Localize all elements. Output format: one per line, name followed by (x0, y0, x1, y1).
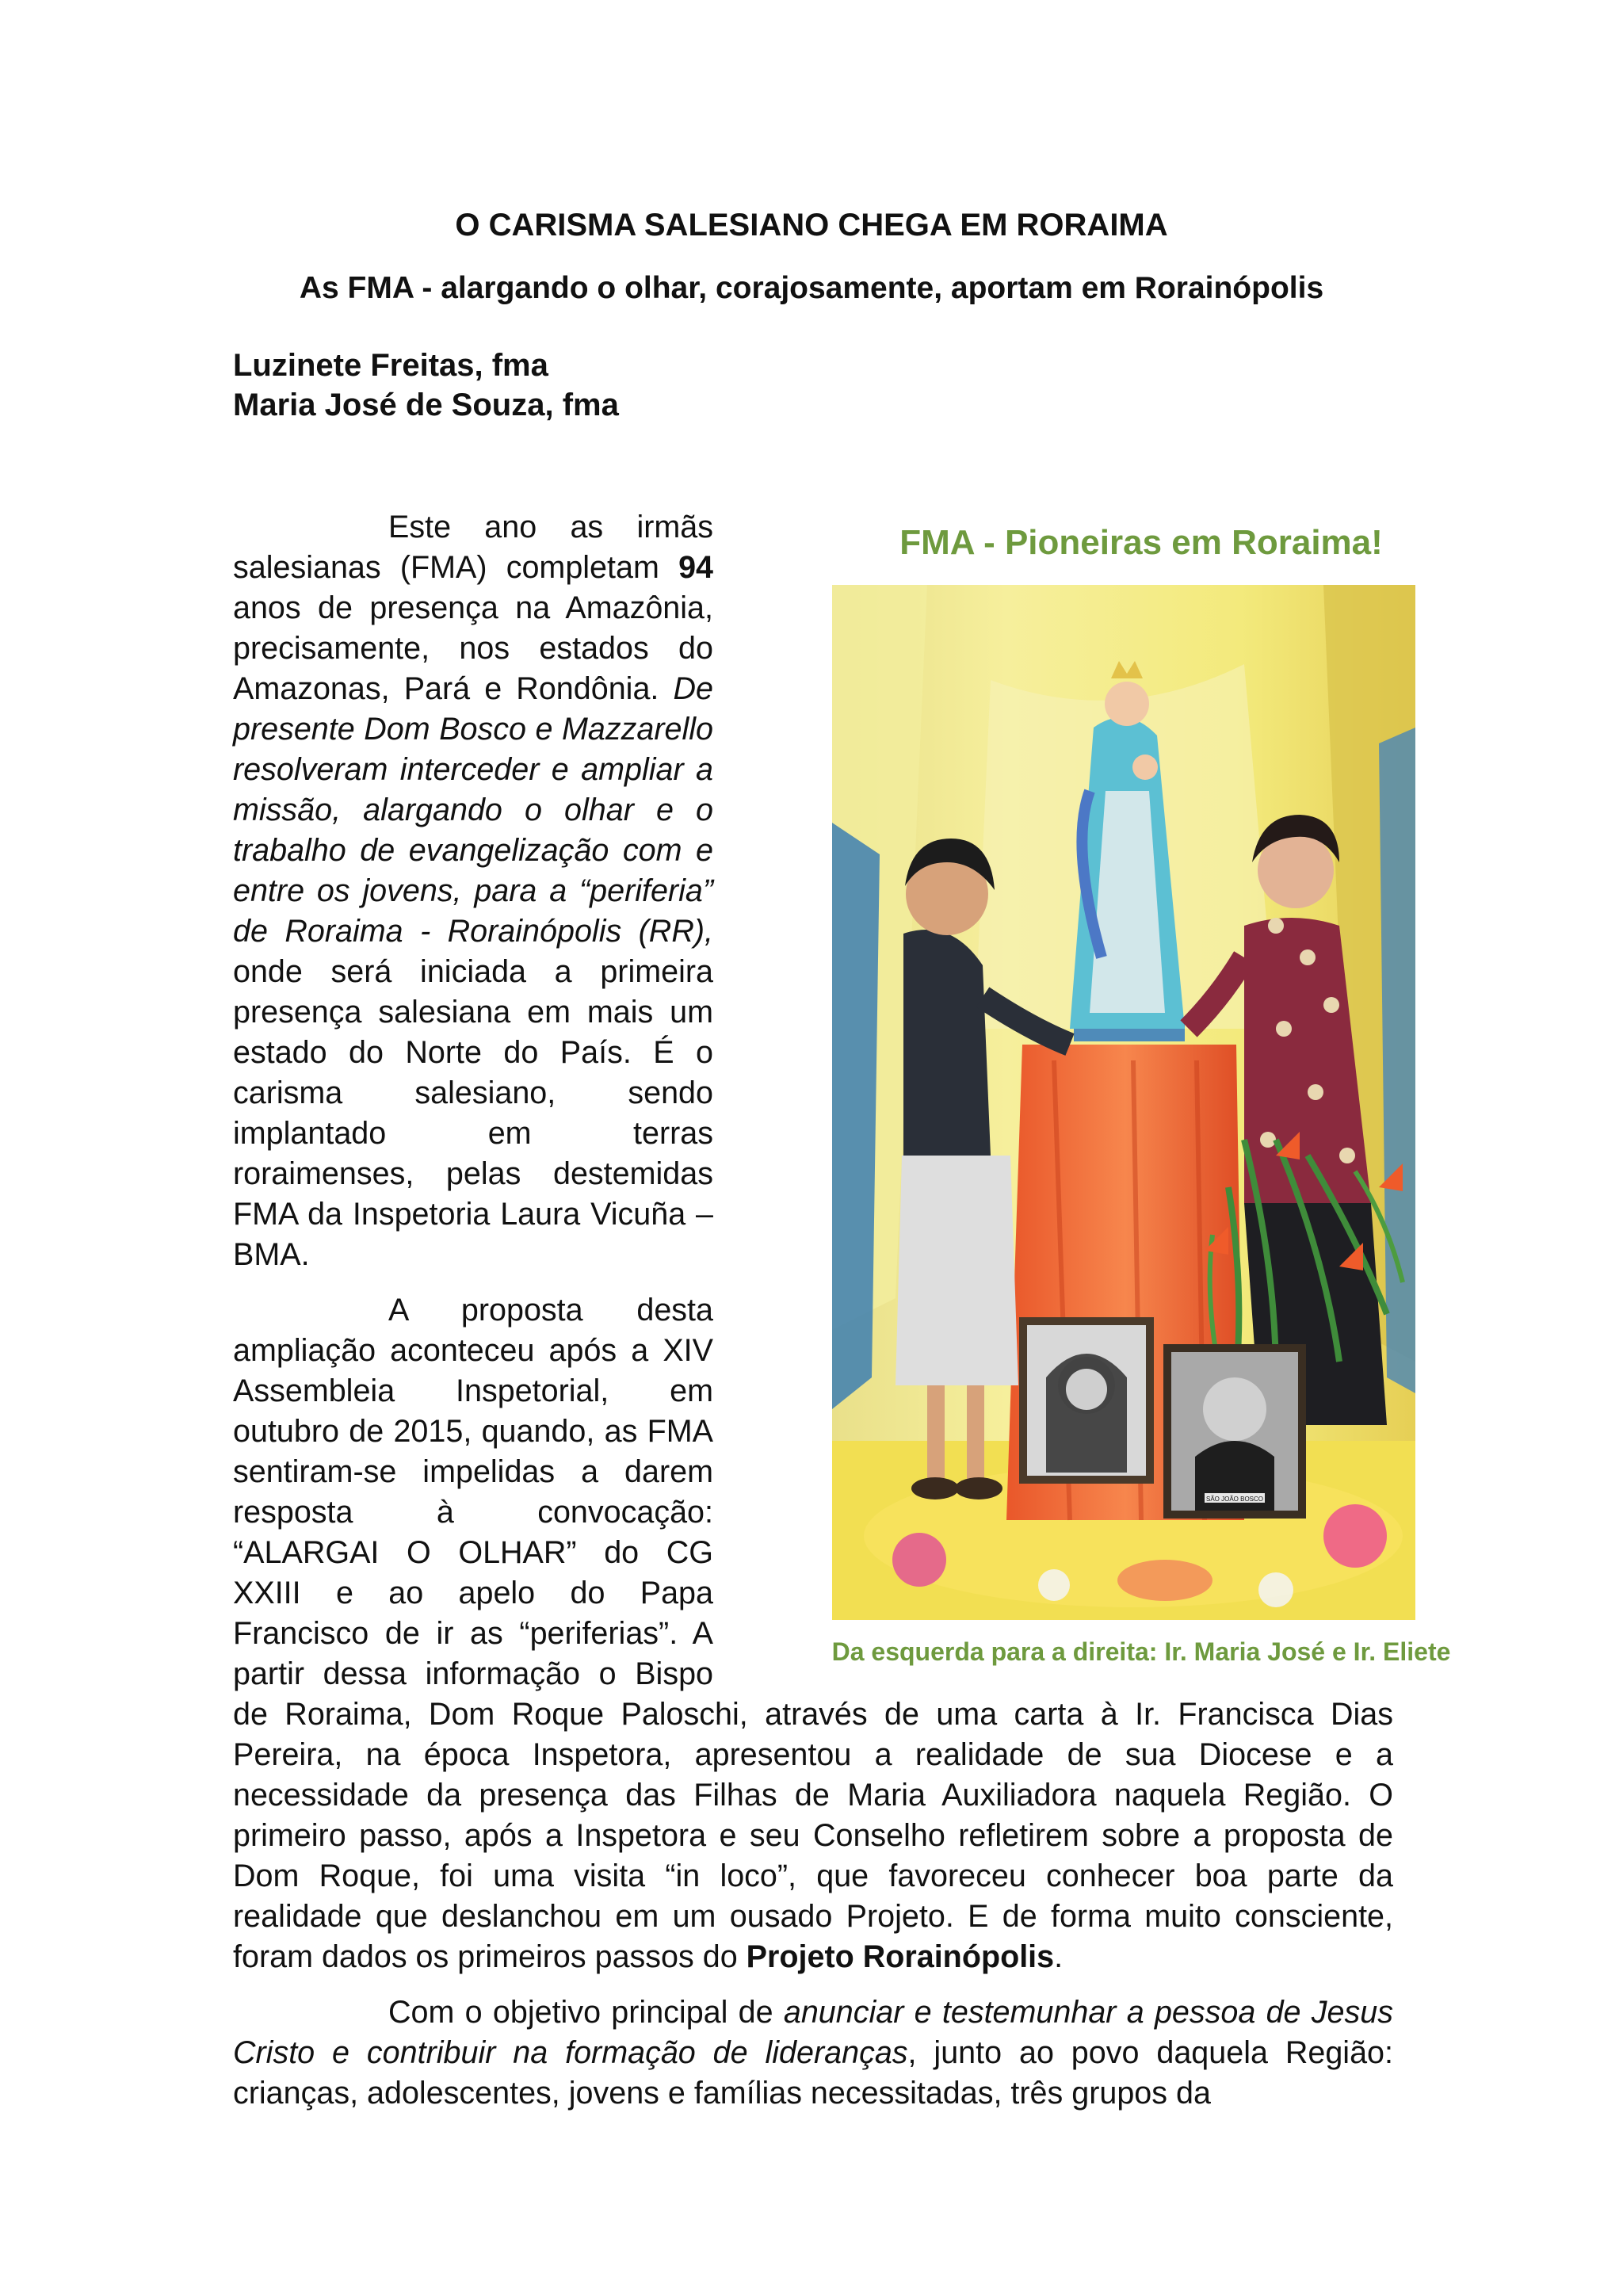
figure-caption: Da esquerda para a direita: Ir. Maria José e Ir. Eliete (831, 1637, 1451, 1666)
project-name: Projeto Rorainópolis (746, 1939, 1055, 1974)
document-subtitle: As FMA - alargando o olhar, corajosamente, aportam em Rorainópolis (299, 271, 1324, 305)
authors-block (233, 346, 619, 425)
paragraph-text: A proposta desta ampliação aconteceu após a XIV Assembleia Inspetorial, em outubro de 2015, quando, as FMA sentiram-se impelidas a darem resposta à convocação: “ALARGAI O OLHAR” do CG XXIII e ao apelo do Papa Francisco de ir as “periferias”. A partir dessa informação o Bispo de Roraima, Dom Roque Paloschi, através de uma carta à Ir. Francisca Dias Pereira, na época Inspetora, apresentou a realidade de sua Diocese e a necessidade da presença das Filhas de Maria Auxiliadora naquela Região. O primeiro passo, após a Inspetora e seu Conselho refletirem sobre a proposta de Dom Roque, foi uma visita “in loco”, que favoreceu conhecer boa parte da realidade que deslanchou em um ousado Projeto. E de forma muito consciente, foram dados os primeiros passos do (233, 1293, 1393, 1974)
document-title: O CARISMA SALESIANO CHEGA EM RORAIMA (455, 208, 1168, 243)
paragraph-text: . (1054, 1939, 1064, 1974)
italic-passage: De presente Dom Bosco e Mazzarello resolveram interceder e ampliar a missão, alargando o olhar e o trabalho de evangelização com e entre os jovens, para a “periferia” de Roraima - Rorainópolis (RR), (233, 671, 713, 949)
highlight-number: 94 (678, 550, 713, 585)
author-name: Maria José de Souza, fma (233, 388, 619, 422)
paragraph-text: onde será iniciada a primeira presença salesiana em mais um estado do Norte do País. É o carisma salesiano, sendo implantado em terras roraimenses, pelas destemidas FMA da Inspetoria Laura Vicuña – BMA. (233, 954, 713, 1272)
figure-photo (832, 585, 1415, 1620)
paragraph-text: Este ano as irmãs salesianas (FMA) completam (233, 510, 713, 585)
paragraph-3 (233, 1992, 1393, 2114)
paragraph-text: Com o objetivo principal de (388, 1995, 784, 2030)
photo-illustration (832, 585, 1415, 1620)
paragraph-text: , junto ao povo daquela Região: crianças, adolescentes, jovens e famílias necessitadas, três grupos da (233, 2035, 1393, 2111)
photo-figure (792, 523, 1490, 1696)
figure-title: FMA - Pioneiras em Roraima! (899, 523, 1383, 562)
italic-passage: anunciar e testemunhar a pessoa de Jesus Cristo e contribuir na formação de lideranças (233, 1995, 1393, 2070)
paragraph-text: anos de presença na Amazônia, precisamente, nos estados do Amazonas, Pará e Rondônia. (233, 590, 713, 706)
picture-plaque-text: SÃO JOÃO BOSCO (1205, 1496, 1264, 1503)
author-name: Luzinete Freitas, fma (233, 348, 548, 383)
